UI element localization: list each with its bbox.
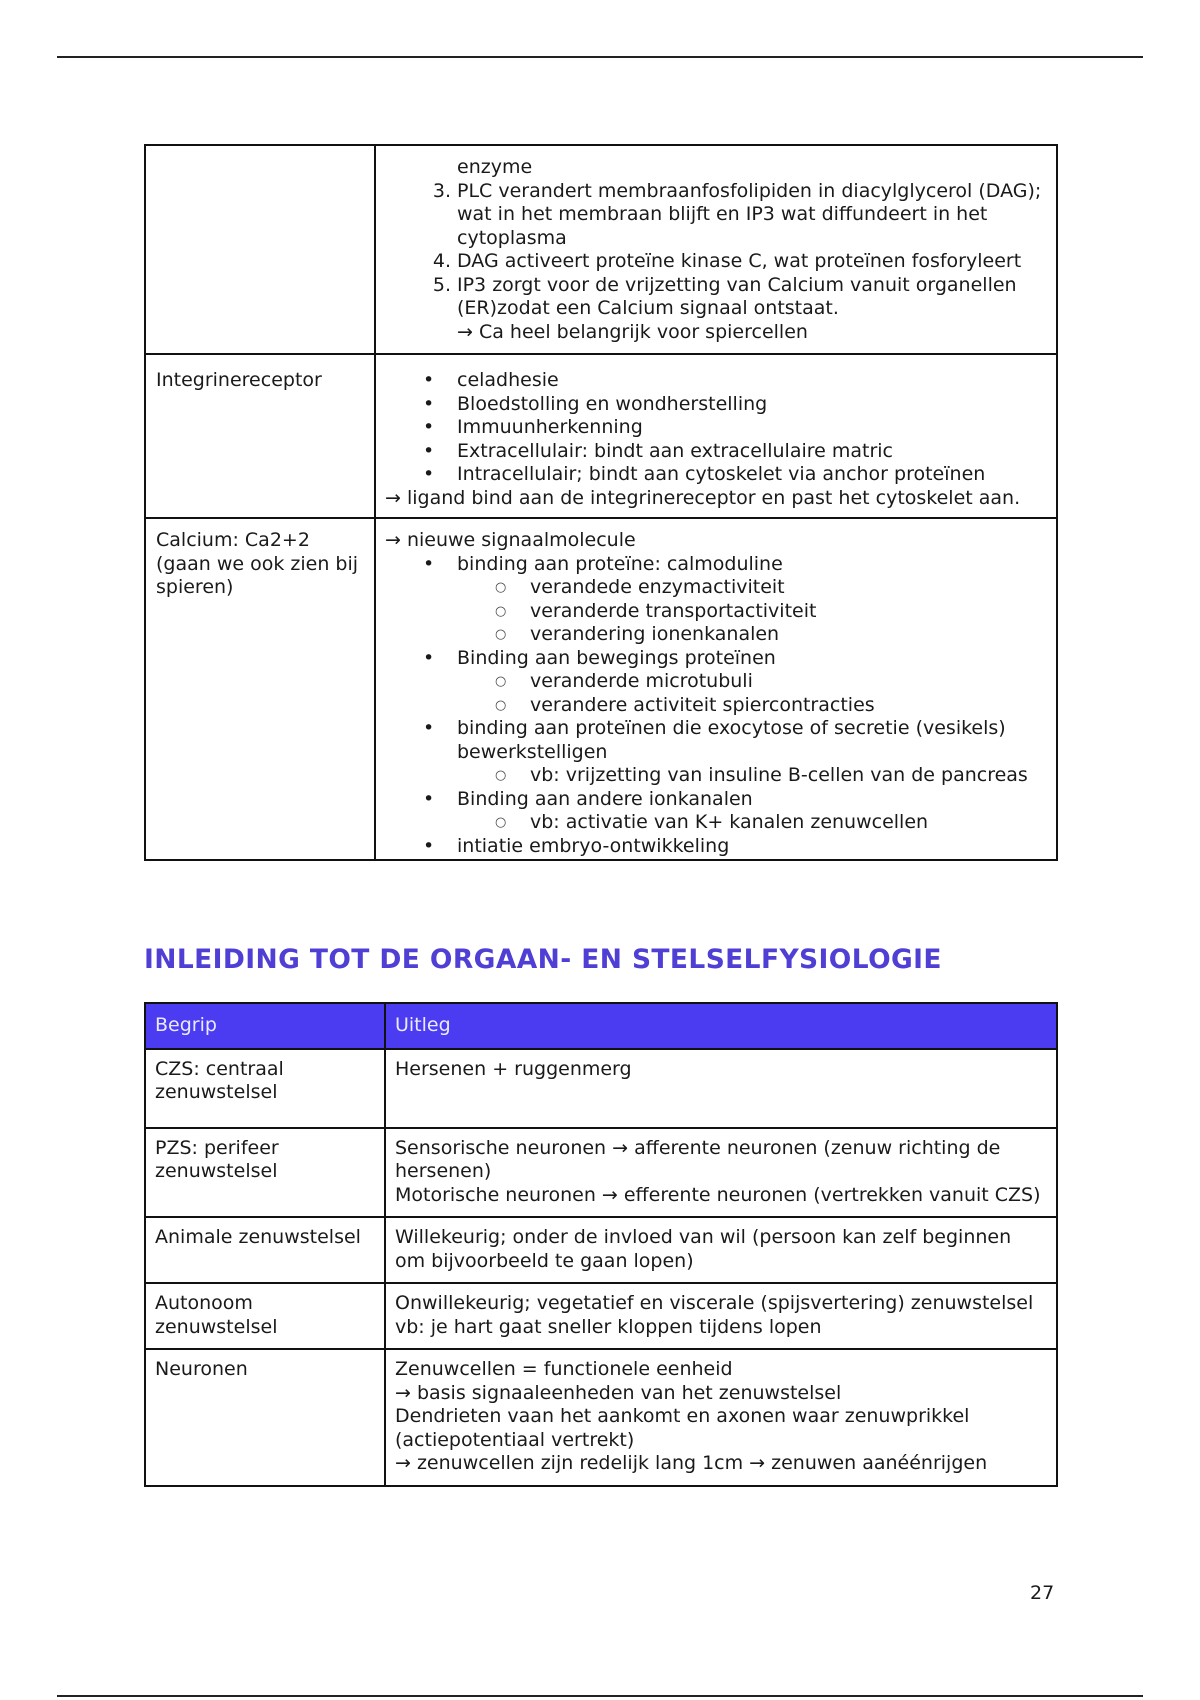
note-text: → Ca heel belangrijk voor spiercellen: [457, 320, 808, 343]
numbered-list: [385, 180, 1047, 321]
continuation-text: enzyme: [457, 156, 533, 178]
sub-list: [457, 576, 1047, 647]
list-number: 4.: [432, 250, 451, 272]
sub-item: ○ verandede enzymactiviteit: [385, 576, 1047, 600]
sub-item: ○ vb: activatie van K+ kanalen zenuwcellen: [385, 811, 1047, 835]
sub-list: [457, 764, 1047, 788]
explanation-cell: [375, 518, 1057, 860]
bullet-text: binding aan proteïne: calmoduline: [457, 552, 783, 575]
term-cell: Animale zenuwstelsel: [145, 1217, 385, 1283]
list-item: [385, 180, 1047, 251]
column-header-explanation: Uitleg: [385, 1003, 1057, 1049]
bullet-item: • Immuunherkenning: [385, 416, 1047, 440]
term-cell: Neuronen: [145, 1349, 385, 1486]
explanation-line: Sensorische neuronen → afferente neuronen (zenuw richting de hersenen): [395, 1136, 1001, 1182]
sub-item: ○ veranderde microtubuli: [385, 670, 1047, 694]
bullet-item: • celadhesie: [385, 369, 1047, 393]
explanation-cell: [385, 1049, 1057, 1128]
table-row: [145, 1217, 1057, 1283]
table-row: [145, 1349, 1057, 1486]
list-item: [385, 274, 1047, 321]
top-rule: [57, 56, 1143, 58]
table-header-row: [145, 1003, 1057, 1049]
explanation-line: → basis signaaleenheden van het zenuwstelsel: [395, 1381, 842, 1404]
bullet-list: [385, 553, 1047, 859]
signaling-table: [144, 144, 1058, 861]
bullet-text: Binding aan bewegings proteïnen: [457, 646, 776, 669]
bullet-item: [385, 717, 1047, 788]
explanation-line: Motorische neuronen → efferente neuronen (vertrekken vanuit CZS): [395, 1183, 1041, 1206]
bullet-list: [385, 369, 1047, 487]
sub-item: ○ verandering ionenkanalen: [385, 623, 1047, 647]
column-header-term: Begrip: [145, 1003, 385, 1049]
bullet-text: intiatie embryo-ontwikkeling: [457, 834, 730, 857]
explanation-cell: [385, 1217, 1057, 1283]
term-cell: Integrinereceptor: [145, 354, 375, 518]
note-text: → ligand bind aan de integrinereceptor en past het cytoskelet aan.: [385, 486, 1021, 509]
bullet-text: binding aan proteïnen die exocytose of secretie (vesikels) bewerkstelligen: [457, 717, 1006, 763]
term-cell: PZS: perifeer zenuwstelsel: [145, 1128, 385, 1218]
list-item-text: PLC verandert membraanfosfolipiden in diacylglycerol (DAG); wat in het membraan blijft en IP3 wat diffundeert in het cytoplasma: [457, 179, 1042, 249]
table-row: [145, 354, 1057, 518]
bullet-item: [385, 553, 1047, 647]
list-item-text: DAG activeert proteïne kinase C, wat proteïnen fosforyleert: [457, 250, 1022, 272]
explanation-line: Hersenen + ruggenmerg: [395, 1057, 632, 1080]
explanation-cell: [375, 354, 1057, 518]
sub-item: ○ verandere activiteit spiercontracties: [385, 694, 1047, 718]
explanation-line: → zenuwcellen zijn redelijk lang 1cm → zenuwen aanéénrijgen: [395, 1452, 988, 1474]
term-cell: CZS: centraal zenuwstelsel: [145, 1049, 385, 1128]
bullet-item: [385, 835, 1047, 859]
page-number: 27: [1030, 1582, 1055, 1604]
term-cell: [145, 145, 375, 354]
table-row: [145, 145, 1057, 354]
bullet-item: • Bloedstolling en wondherstelling: [385, 393, 1047, 417]
explanation-cell: [375, 145, 1057, 354]
explanation-cell: [385, 1283, 1057, 1349]
list-number: 5.: [432, 273, 451, 296]
term-cell: Calcium: Ca2+2 (gaan we ook zien bij spieren): [145, 518, 375, 860]
explanation-line: Dendrieten vaan het aankomt en axonen waar zenuwprikkel (actiepotentiaal vertrekt): [395, 1405, 970, 1451]
table-row: [145, 1283, 1057, 1349]
term-cell: Autonoom zenuwstelsel: [145, 1283, 385, 1349]
bullet-item: • Extracellulair: bindt aan extracellulaire matric: [385, 440, 1047, 464]
explanation-cell: [385, 1128, 1057, 1218]
bullet-item: [385, 788, 1047, 835]
explanation-line: Zenuwcellen = functionele eenheid: [395, 1358, 733, 1380]
explanation-line: Willekeurig; onder de invloed van wil (persoon kan zelf beginnen om bijvoorbeeld te gaan lopen): [395, 1226, 1012, 1272]
explanation-line: vb: je hart gaat sneller kloppen tijdens lopen: [395, 1315, 822, 1338]
terms-table: [144, 1002, 1058, 1487]
list-number: 3.: [432, 179, 451, 202]
bullet-item: [385, 647, 1047, 718]
bullet-item: • Intracellulair; bindt aan cytoskelet via anchor proteïnen: [385, 463, 1047, 487]
sub-item: ○ vb: vrijzetting van insuline B-cellen van de pancreas: [385, 764, 1047, 788]
sub-item: ○ veranderde transportactiviteit: [385, 600, 1047, 624]
table-row: [145, 518, 1057, 860]
intro-text: → nieuwe signaalmolecule: [385, 529, 636, 551]
table-row: [145, 1049, 1057, 1128]
sub-list: [457, 811, 1047, 835]
bullet-text: Binding aan andere ionkanalen: [457, 787, 753, 810]
list-item-text: IP3 zorgt voor de vrijzetting van Calcium vanuit organellen (ER)zodat een Calcium signaal ontstaat.: [457, 273, 1017, 319]
sub-list: [457, 670, 1047, 717]
explanation-cell: [385, 1349, 1057, 1486]
explanation-line: Onwillekeurig; vegetatief en viscerale (spijsvertering) zenuwstelsel: [395, 1292, 1034, 1314]
table-row: [145, 1128, 1057, 1218]
bottom-rule: [57, 1695, 1143, 1697]
section-heading: INLEIDING TOT DE ORGAAN- EN STELSELFYSIOLOGIE: [144, 944, 942, 975]
list-item: [385, 250, 1047, 274]
